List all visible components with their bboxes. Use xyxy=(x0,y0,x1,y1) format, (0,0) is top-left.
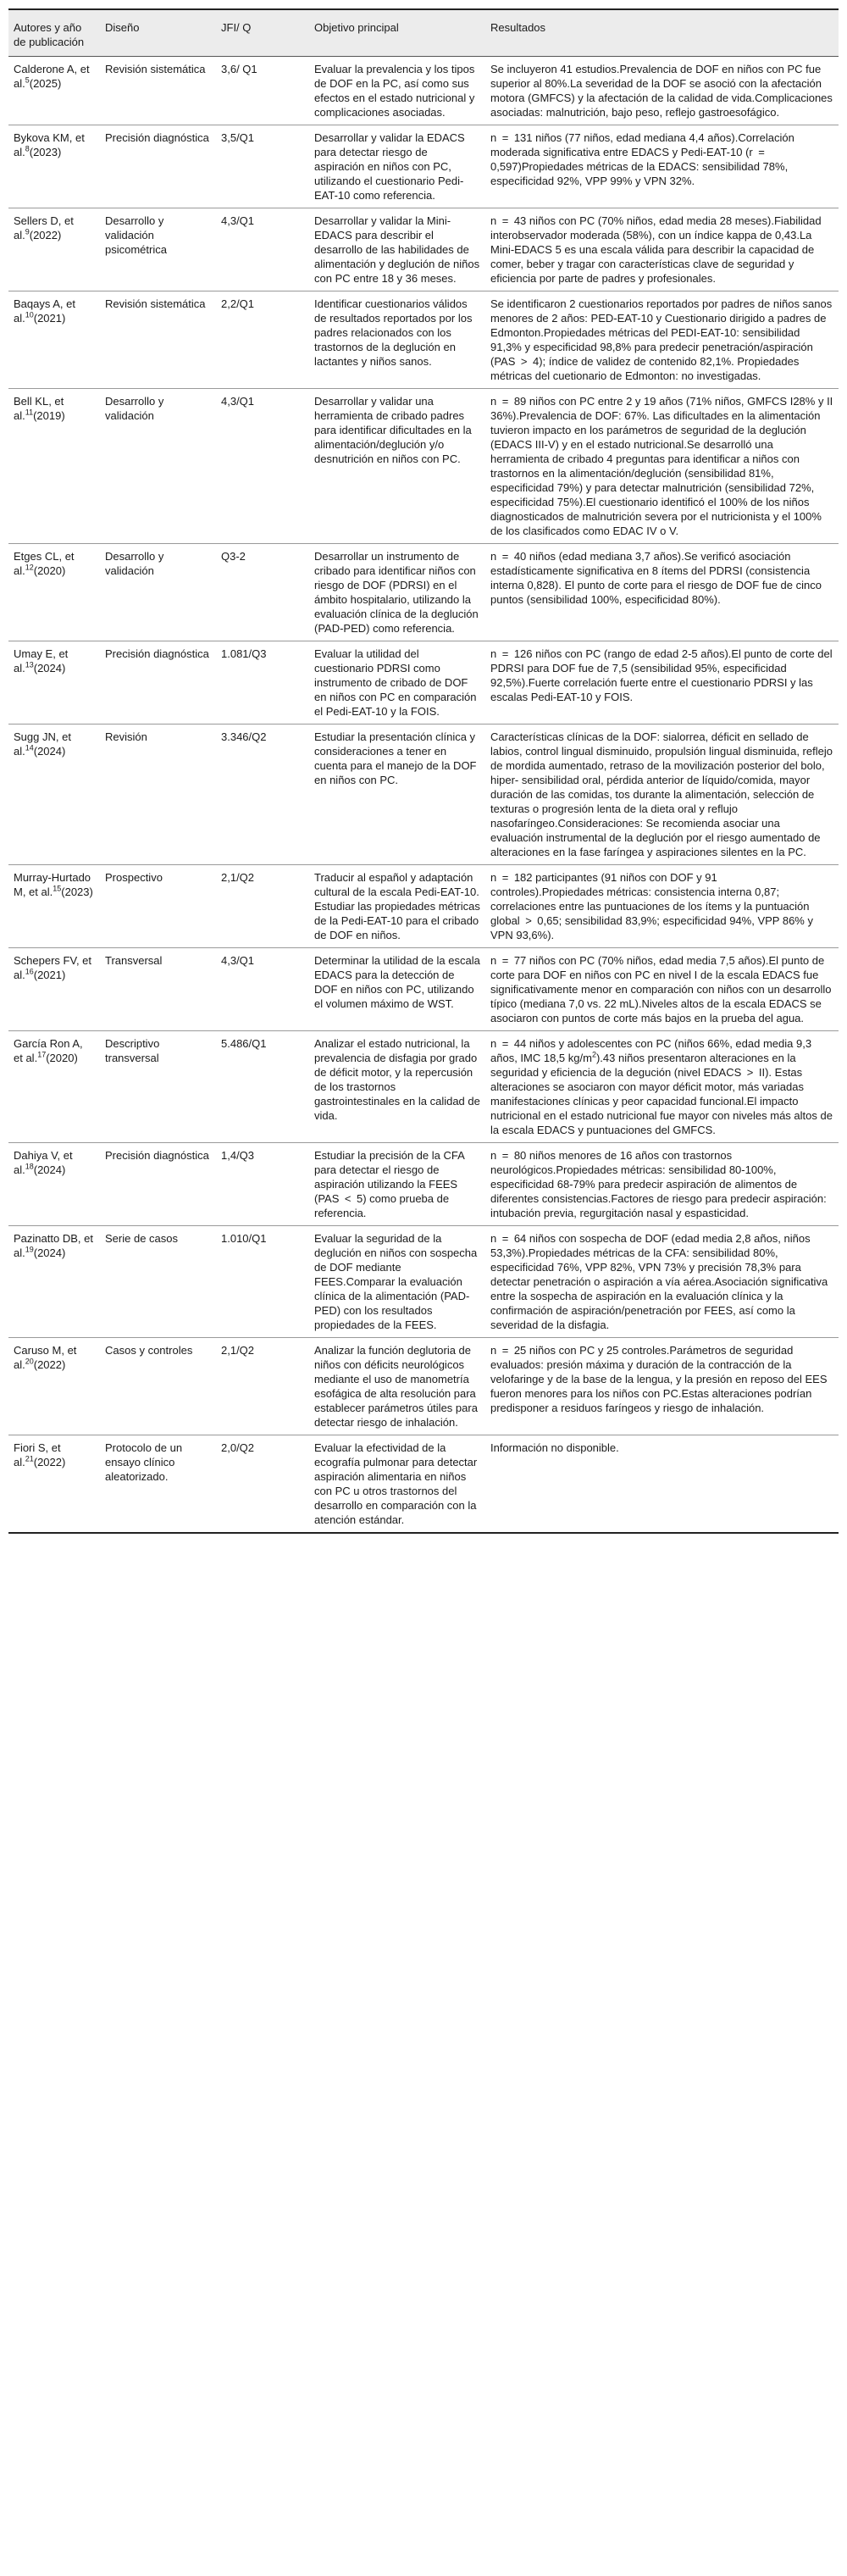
table-row xyxy=(8,1031,839,1143)
table-row xyxy=(8,1226,839,1338)
author-name: Murray-Hurtado M, et al. xyxy=(14,871,91,898)
results-cell: Características clínicas de la DOF: sialorrea, déficit en sellado de labios, control lingual disminuido, propulsión lingual disminuida, reflejo de mordida aumentado, retraso de la movilización posterior del bolo, hiper- sensibilidad oral, pérdida anterior de líquido/comida, mayor duración de las comidas, tos durante la alimentación, selección de texturas o progresión lenta de la dieta oral y reflujo nasofaríngeo.Consideraciones: Se recomienda asociar una evaluación instrumental de la deglución por el riesgo aumentado de alteraciones en la fase faríngea y aspiraciones silentes en la PC. xyxy=(485,724,839,865)
table-row xyxy=(8,948,839,1031)
table-row xyxy=(8,125,839,208)
results-cell: n = 126 niños con PC (rango de edad 2-5 años).El punto de corte del PDRSI para DOF fue de 7,5 (sensibilidad 95%, especificidad 92,5%).Fuerte correlación fuerte entre el cuestionario PDRSI y las escalas Pedi-EAT-10 y FOIS. xyxy=(485,641,839,724)
author-name: Sugg JN, et al. xyxy=(14,730,71,758)
results-table-container xyxy=(8,8,839,1534)
objective-cell: Estudiar la presentación clínica y consideraciones a tener en cuenta para el manejo de la DOF en niños con PC. xyxy=(309,724,485,865)
header-authors: Autores y año de publicación xyxy=(8,9,100,57)
design-cell: Revisión sistemática xyxy=(100,57,216,125)
author-name: Baqays A, et al. xyxy=(14,297,75,325)
objective-cell: Analizar el estado nutricional, la prevalencia de disfagia por grado de déficit motor, y la repercusión de los trastornos gastrointestinales en la calidad de vida. xyxy=(309,1031,485,1143)
reference-number: 5 xyxy=(25,75,30,85)
reference-number: 9 xyxy=(25,227,30,236)
results-cell: n = 89 niños con PC entre 2 y 19 años (71% niños, GMFCS I28% y II 36%).Prevalencia de DOF: 67%. Las dificultades en la alimentación tuvieron impacto en los parámetros de seguridad de la deglución (EDACS III-V) y en el estado nutricional.Se desarrolló una herramienta de cribado 4 preguntas para identificar a niños con trastornos en la alimentación/deglución (sensibilidad 81%, especificidad 79%) y para detectar malnutrición (sensibilidad 72%, especificidad 75%).El cuestionario identificó el 100% de los niños diagnosticados de malnutrición severa por el nutricionista y el 100% de los clasificados como EDAC IV o V. xyxy=(485,389,839,544)
results-cell: n = 80 niños menores de 16 años con trastornos neurológicos.Propiedades métricas: sensibilidad 80-100%, especificidad 68-79% para predecir aspiración de alimentos de diferentes consistencias.Factores de riesgo para predecir aspiración: intubación previa, regurgitación nasal y espasticidad. xyxy=(485,1143,839,1226)
results-cell: Se incluyeron 41 estudios.Prevalencia de DOF en niños con PC fue superior al 80%.La severidad de la DOF se asoció con la afectación motora (GMFCS) y la afectación de la calidad de vida.Complicaciones asociadas: malnutrición, bajo peso, reflejo gastroesofágico. xyxy=(485,57,839,125)
table-row xyxy=(8,1435,839,1534)
design-cell: Casos y controles xyxy=(100,1338,216,1435)
publication-year: (2021) xyxy=(33,969,66,981)
reference-number: 20 xyxy=(25,1357,34,1366)
studies-table xyxy=(8,8,839,1534)
author-cell xyxy=(8,1338,100,1435)
header-row xyxy=(8,9,839,57)
publication-year: (2025) xyxy=(29,77,62,90)
author-cell xyxy=(8,948,100,1031)
results-text: n = 44 niños y adolescentes con PC (niños 66%, edad media 9,3 años, IMC 18,5 kg/m xyxy=(490,1037,812,1064)
publication-year: (2019) xyxy=(33,409,65,422)
jfi-cell: 3,6/ Q1 xyxy=(216,57,309,125)
header-objective: Objetivo principal xyxy=(309,9,485,57)
objective-cell: Traducir al español y adaptación cultural de la escala Pedi-EAT-10. Estudiar las propiedades métricas de la Pedi-EAT-10 para el cribado de DOF en niños. xyxy=(309,865,485,948)
publication-year: (2020) xyxy=(46,1052,78,1064)
design-cell: Descriptivo transversal xyxy=(100,1031,216,1143)
author-cell xyxy=(8,1031,100,1143)
author-name: Bykova KM, et al. xyxy=(14,131,85,158)
author-name: Bell KL, et al. xyxy=(14,395,64,422)
table-row xyxy=(8,57,839,125)
table-row xyxy=(8,865,839,948)
design-cell: Serie de casos xyxy=(100,1226,216,1338)
publication-year: (2023) xyxy=(29,146,62,158)
design-cell: Revisión sistemática xyxy=(100,291,216,389)
author-cell xyxy=(8,57,100,125)
author-cell xyxy=(8,1435,100,1534)
table-header xyxy=(8,9,839,57)
author-name: Pazinatto DB, et al. xyxy=(14,1232,93,1259)
design-cell: Protocolo de un ensayo clínico aleatorizado. xyxy=(100,1435,216,1534)
reference-number: 15 xyxy=(53,884,62,893)
results-cell: n = 131 niños (77 niños, edad mediana 4,4 años).Correlación moderada significativa entre EDACS y Pedi-EAT-10 (r = 0,597)Propiedades métricas de la EDACS: sensibilidad 78%, especificidad 92%, VPP 99% y VPN 32%. xyxy=(485,125,839,208)
results-cell: n = 40 niños (edad mediana 3,7 años).Se verificó asociación estadísticamente significativa en 8 ítems del PDRSI (consistencia interna 0,828). El punto de corte para el riesgo de DOF fue de cinco puntos (sensibilidad 100%, especificidad 80%). xyxy=(485,544,839,641)
reference-number: 16 xyxy=(25,967,34,976)
objective-cell: Desarrollar y validar la Mini-EDACS para describir el desarrollo de las habilidades de alimentación y deglución de niños con PC entre 18 y 36 meses. xyxy=(309,208,485,291)
author-name: García Ron A, et al. xyxy=(14,1037,83,1064)
reference-number: 13 xyxy=(25,660,34,669)
table-row xyxy=(8,641,839,724)
jfi-cell: 4,3/Q1 xyxy=(216,389,309,544)
reference-number: 17 xyxy=(37,1050,47,1059)
header-results: Resultados xyxy=(485,9,839,57)
design-cell: Prospectivo xyxy=(100,865,216,948)
objective-cell: Evaluar la utilidad del cuestionario PDRSI como instrumento de cribado de DOF en niños con PC en comparación el Pedi-EAT-10 y la FOIS. xyxy=(309,641,485,724)
reference-number: 14 xyxy=(25,743,34,752)
reference-number: 10 xyxy=(25,310,34,319)
author-name: Umay E, et al. xyxy=(14,647,69,675)
jfi-cell: 1.081/Q3 xyxy=(216,641,309,724)
objective-cell: Evaluar la prevalencia y los tipos de DOF en la PC, así como sus efectos en el estado nutricional y complicaciones asociadas. xyxy=(309,57,485,125)
jfi-cell: 2,0/Q2 xyxy=(216,1435,309,1534)
design-cell: Desarrollo y validación xyxy=(100,544,216,641)
results-cell: n = 43 niños con PC (70% niños, edad media 28 meses).Fiabilidad interobservador moderada (58%), con un índice kappa de 0,43.La Mini-EDACS 5 es una escala válida para describir la capacidad de comer, beber y tragar con características clave de seguridad y eficiencia por parte de padres y profesionales. xyxy=(485,208,839,291)
design-cell: Desarrollo y validación psicométrica xyxy=(100,208,216,291)
jfi-cell: 1.010/Q1 xyxy=(216,1226,309,1338)
table-row xyxy=(8,544,839,641)
jfi-cell: 1,4/Q3 xyxy=(216,1143,309,1226)
design-cell: Precisión diagnóstica xyxy=(100,125,216,208)
objective-cell: Evaluar la seguridad de la deglución en niños con sospecha de DOF mediante FEES.Comparar la evaluación clínica de la alimentación (PAD-PED) con los resultados propiedades de la FEES. xyxy=(309,1226,485,1338)
author-name: Etges CL, et al. xyxy=(14,550,75,577)
results-cell: Se identificaron 2 cuestionarios reportados por padres de niños sanos menores de 2 años: PED-EAT-10 y Cuestionario dirigido a padres de Edmonton.Propiedades métricas del PEDI-EAT-10: sensibilidad 91,3% y especificidad 98,8% para predecir penetración/aspiración (PAS > 4); índice de validez de contenido 82,1%. Propiedades métricas del cuetionario de Edmonton: no investigadas. xyxy=(485,291,839,389)
objective-cell: Evaluar la efectividad de la ecografía pulmonar para detectar aspiración alimentaria en niños con PC u otros trastornos del desarrollo en comparación con la atención estándar. xyxy=(309,1435,485,1534)
reference-number: 8 xyxy=(25,144,30,153)
jfi-cell: 2,1/Q2 xyxy=(216,1338,309,1435)
design-cell: Desarrollo y validación xyxy=(100,389,216,544)
author-name: Schepers FV, et al. xyxy=(14,954,92,981)
jfi-cell: 3,5/Q1 xyxy=(216,125,309,208)
design-cell: Transversal xyxy=(100,948,216,1031)
objective-cell: Identificar cuestionarios válidos de resultados reportados por los padres relacionados con los trastornos de la deglución en lactantes y niños sanos. xyxy=(309,291,485,389)
table-row xyxy=(8,1338,839,1435)
publication-year: (2023) xyxy=(61,886,93,898)
objective-cell: Desarrollar un instrumento de cribado para identificar niños con riesgo de DOF (PDRSI) en el ámbito hospitalario, utilizando la evaluación clínica de la deglución (PAD-PED) como referencia. xyxy=(309,544,485,641)
header-jfi: JFI/ Q xyxy=(216,9,309,57)
publication-year: (2024) xyxy=(33,745,66,758)
table-body xyxy=(8,57,839,1534)
results-cell: Información no disponible. xyxy=(485,1435,839,1534)
reference-number: 11 xyxy=(25,408,34,417)
table-row xyxy=(8,291,839,389)
author-cell xyxy=(8,1143,100,1226)
results-text: ).43 niños presentaron alteraciones en la seguridad y eficiencia de la degución (nivel EDACS > II). Estas alteraciones se asociaron con mayor déficit motor, más variadas manifestaciones clínicas y peor capacidad funcional.El impacto nutricional en el estado nutricional fue mayor con niveles más altos de la escala EDACS y puntuaciones del GMFCS. xyxy=(490,1052,833,1136)
jfi-cell: 4,3/Q1 xyxy=(216,948,309,1031)
author-cell xyxy=(8,1226,100,1338)
publication-year: (2020) xyxy=(33,564,66,577)
objective-cell: Desarrollar y validar una herramienta de cribado padres para identificar dificultades en la alimentación/deglución y/o desnutrición en niños con PC. xyxy=(309,389,485,544)
publication-year: (2021) xyxy=(33,312,66,325)
author-cell xyxy=(8,724,100,865)
publication-year: (2022) xyxy=(33,1358,66,1371)
objective-cell: Desarrollar y validar la EDACS para detectar riesgo de aspiración en niños con PC, utilizando el cuestionario Pedi-EAT-10 como referencia. xyxy=(309,125,485,208)
author-name: Caruso M, et al. xyxy=(14,1344,77,1371)
objective-cell: Analizar la función deglutoria de niños con déficits neurológicos mediante el uso de manometría esofágica de alta resolución para establecer parámetros útiles para detectar riesgo de inhalación. xyxy=(309,1338,485,1435)
publication-year: (2022) xyxy=(33,1456,66,1468)
design-cell: Revisión xyxy=(100,724,216,865)
publication-year: (2024) xyxy=(33,1163,66,1176)
jfi-cell: Q3-2 xyxy=(216,544,309,641)
author-cell xyxy=(8,208,100,291)
author-cell xyxy=(8,389,100,544)
reference-number: 21 xyxy=(25,1454,34,1463)
author-cell xyxy=(8,291,100,389)
author-name: Sellers D, et al. xyxy=(14,214,74,242)
objective-cell: Determinar la utilidad de la escala EDACS para la detección de DOF en niños con PC, utilizando el volumen máximo de WST. xyxy=(309,948,485,1031)
jfi-cell: 2,2/Q1 xyxy=(216,291,309,389)
publication-year: (2024) xyxy=(33,1246,66,1259)
author-name: Fiori S, et al. xyxy=(14,1441,61,1468)
table-row xyxy=(8,208,839,291)
table-row xyxy=(8,724,839,865)
results-cell: n = 77 niños con PC (70% niños, edad media 7,5 años).El punto de corte para DOF en niños con PC en nivel I de la escala EDACS fue significativamente menor en comparación con niños con un desarrollo típico (mediana 7,0 vs. 22 mL).Niveles altos de la escala EDACS se asociaron con puntos de corte más bajos en la prueba del agua. xyxy=(485,948,839,1031)
author-cell xyxy=(8,544,100,641)
design-cell: Precisión diagnóstica xyxy=(100,1143,216,1226)
design-cell: Precisión diagnóstica xyxy=(100,641,216,724)
author-cell xyxy=(8,641,100,724)
author-name: Dahiya V, et al. xyxy=(14,1149,73,1176)
table-row xyxy=(8,1143,839,1226)
author-cell xyxy=(8,125,100,208)
author-cell xyxy=(8,865,100,948)
header-design: Diseño xyxy=(100,9,216,57)
author-name: Calderone A, et al. xyxy=(14,63,90,90)
jfi-cell: 4,3/Q1 xyxy=(216,208,309,291)
unit-superscript: 2 xyxy=(591,1050,596,1059)
publication-year: (2022) xyxy=(29,229,62,242)
results-cell: n = 64 niños con sospecha de DOF (edad media 2,8 años, niños 53,3%).Propiedades métricas de la CFA: sensibilidad 80%, especificidad 76%, VPP 82%, VPN 73% y precisión 78,3% para detectar penetración o aspiración a vía aérea.Asociación significativa entre la sospecha de aspiración en la evaluación clínica y la confirmación de aspiración/penetración por FEES, así como la severidad de la disfagia. xyxy=(485,1226,839,1338)
jfi-cell: 5.486/Q1 xyxy=(216,1031,309,1143)
reference-number: 18 xyxy=(25,1162,34,1171)
reference-number: 19 xyxy=(25,1245,34,1254)
table-row xyxy=(8,389,839,544)
jfi-cell: 3.346/Q2 xyxy=(216,724,309,865)
results-cell: n = 182 participantes (91 niños con DOF y 91 controles).Propiedades métricas: consistencia interna 0,87; correlaciones entre las puntuaciones de los ítems y la puntuación global > 0,65; sensibilidad 83,9%; especificidad 94%, VPP 86% y VPN 93,6%). xyxy=(485,865,839,948)
publication-year: (2024) xyxy=(33,662,66,675)
results-cell xyxy=(485,1031,839,1143)
objective-cell: Estudiar la precisión de la CFA para detectar el riesgo de aspiración utilizando la FEES (PAS < 5) como prueba de referencia. xyxy=(309,1143,485,1226)
reference-number: 12 xyxy=(25,563,34,572)
results-cell: n = 25 niños con PC y 25 controles.Parámetros de seguridad evaluados: presión máxima y duración de la contracción de la velofaringe y de la base de la lengua, y la presión en reposo del EES fueron menores para los niños con PC.Estas alteraciones podrían predisponer a residuos faríngeos y riesgo de inhalación. xyxy=(485,1338,839,1435)
jfi-cell: 2,1/Q2 xyxy=(216,865,309,948)
